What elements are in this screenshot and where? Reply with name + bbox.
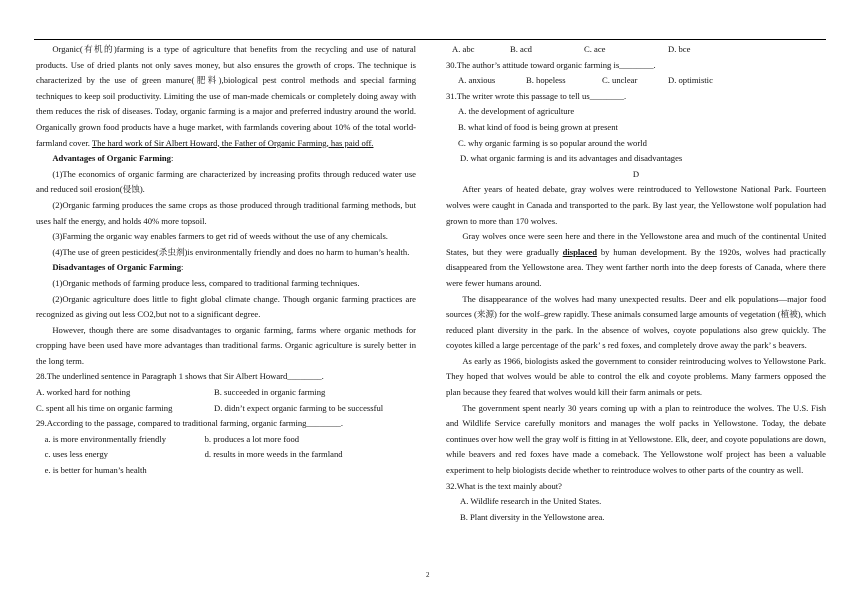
disadvantage-1: (1)Organic methods of farming produce less, compared to traditional farming techniques. — [52, 277, 360, 288]
q31-option-c: C. why organic farming is so popular around the world — [458, 137, 647, 148]
q29-item-c: c. uses less energy — [44, 449, 108, 460]
advantages-heading-text: Advantages of Organic Farming — [52, 153, 171, 164]
advantages-heading — [36, 151, 416, 167]
question-30: 30.The author’s attitude toward organic farming is________. — [446, 59, 656, 70]
question-32: 32.What is the text mainly about? — [446, 480, 562, 491]
q29-option-b: B. acd — [510, 44, 532, 54]
q30-option-d: D. optimistic — [668, 75, 713, 86]
q29-item-b: b. produces a lot more food — [204, 433, 300, 444]
passage-c-intro — [36, 42, 416, 151]
question-29-items-row-1 — [36, 432, 416, 448]
q30-option-b: B. hopeless — [526, 75, 566, 86]
question-30-options — [446, 73, 826, 89]
passage-d-paragraph-5: The government spent nearly 30 years coming up with a plan to reintroduce the wolves. The U.S. Fish and Wildlife Service carefully monitors and manages the wolf packs in Yellowstone. Today, the debate continues over how well the gray wolf is fitting in at Yellowstone. Elk, deer, and coyote populations are down, while beavers and red foxes have made a comeback. The Yellowstone wolf project has been a valuable experiment to help biologists decide whether to reintroduce wolves to other parts of the country as well. — [446, 402, 826, 476]
passage-d-paragraph-1: After years of heated debate, gray wolves were reintroduced to Yellowstone National Park. Fourteen wolves were caught in Canada and transported to the park. By last year, the Yellowstone wolf population had grown to more than 170 wolves. — [446, 184, 826, 226]
disadvantages-heading-colon: : — [181, 262, 184, 273]
q28-option-b: B. succeeded in organic farming — [214, 387, 326, 398]
q28-option-a: A. worked hard for nothing — [36, 387, 131, 398]
paragraph-2-text-end: by human development. By the 1920s, wolves had practically disappeared from the Yellowstone area. They went farther north into the deep forests of Canada, where there were fewer humans around. — [446, 246, 826, 288]
question-29-items-row-3 — [36, 463, 416, 479]
q31-option-b: B. what kind of food is being grown at present — [458, 121, 618, 132]
q29-item-e: e. is better for human’s health — [44, 465, 147, 476]
question-31: 31.The writer wrote this passage to tell us________. — [446, 90, 627, 101]
q29-option-a: A. abc — [452, 44, 475, 54]
q28-option-c: C. spent all his time on organic farming — [36, 402, 173, 413]
question-28-options-row-2 — [36, 401, 416, 417]
advantage-4: (4)The use of green pesticides(杀虫剂)is environmentally friendly and does no harm to human’s health. — [52, 246, 410, 257]
q30-option-a: A. anxious — [458, 75, 496, 86]
question-28: 28.The underlined sentence in Paragraph 1 shows that Sir Albert Howard________. — [36, 371, 324, 382]
q31-option-d: D. what organic farming is and its advantages and disadvantages — [460, 153, 683, 164]
q32-option-a: A. Wildlife research in the United States. — [460, 496, 602, 507]
disadvantages-heading — [36, 260, 416, 276]
q29-item-d: d. results in more weeds in the farmland — [204, 449, 343, 460]
underlined-sentence: The hard work of Sir Albert Howard, the Father of Organic Farming, has paid off. — [91, 137, 374, 148]
q28-option-d: D. didn’t expect organic farming to be successful — [214, 402, 384, 413]
paragraph-2-text-start: Gray wolves once were seen here and there in the Yellowstone area and much of the continental United States, but they were gradually — [446, 231, 826, 257]
question-28-options-row-1 — [36, 385, 416, 401]
top-rule — [34, 39, 826, 40]
conclusion-paragraph: However, though there are some disadvantages to organic farming, farms where organic methods for cropping have been used have more advantages than traditional farms. Organic agriculture is surely better in the long term. — [36, 324, 416, 366]
highlighted-word: displaced — [562, 246, 598, 257]
passage-d-paragraph-4: As early as 1966, biologists asked the government to consider reintroducing wolves to Yellowstone Park. They hoped that wolves would be able to control the elk and coyote problems. Many farmers opposed the plan because they feared that wolves would kill their farm animals or pets. — [446, 355, 826, 398]
page-number: 2 — [426, 571, 430, 579]
advantage-2: (2)Organic farming produces the same crops as those produced through traditional farming methods, but uses half the energy, and holds 40% more topsoil. — [36, 199, 416, 226]
q29-option-c: C. ace — [584, 44, 606, 54]
q29-option-d: D. bce — [668, 44, 691, 54]
q30-option-c: C. unclear — [602, 75, 638, 86]
question-29-options — [446, 42, 826, 58]
question-29: 29.According to the passage, compared to traditional farming, organic farming________. — [36, 418, 343, 429]
disadvantage-2: (2)Organic agriculture does little to fight global climate change. Though organic farming practices are recognized as giving out less CO2,but not to a significant degree. — [36, 293, 416, 320]
q31-option-a: A. the development of agriculture — [458, 106, 575, 117]
passage-d-paragraph-2 — [446, 229, 826, 291]
question-29-items-row-2 — [36, 447, 416, 463]
q29-item-a: a. is more environmentally friendly — [44, 433, 167, 444]
advantage-3: (3)Farming the organic way enables farmers to get rid of weeds without the use of any chemicals. — [52, 231, 388, 242]
q32-option-b: B. Plant diversity in the Yellowstone area. — [460, 511, 605, 522]
passage-d-paragraph-3: The disappearance of the wolves had many unexpected results. Deer and elk populations—major food sources (来源) for the wolf–grew rapidly. These animals consumed large amounts of vegetation (植被), which reduced plant diversity in the park. In the absence of wolves, coyote populations also grew quickly. The coyotes killed a large percentage of the park’ s red foxes, and completely drove away the park’ s beavers. — [446, 293, 826, 351]
section-heading: D — [632, 168, 640, 179]
advantage-1: (1)The economics of organic farming are characterized by increasing profits through reduced water use and reduced soil erosion(侵蚀). — [36, 168, 416, 195]
left-column — [36, 42, 416, 479]
disadvantages-heading-text: Disadvantages of Organic Farming — [52, 262, 181, 273]
advantages-heading-colon: : — [170, 153, 174, 164]
intro-text: Organic(有机的)farming is a type of agriculture that benefits from the recycling and use of natural products. Use of dried plants not only saves money, but also ensures the growth of crops. The technique is characterized by the use of green manure(肥料),biological pest control methods and special farming techniques to keep soil productivity. Limiting the use of man-made chemicals or completely doing away with them reduces the risk of diseases. Today, organic farming is a major and preferred industry around the world. Organically grown food products have a huge market, with farmlands covering about 10% of the total world-farmland cover. — [36, 44, 416, 148]
right-column — [446, 42, 826, 525]
